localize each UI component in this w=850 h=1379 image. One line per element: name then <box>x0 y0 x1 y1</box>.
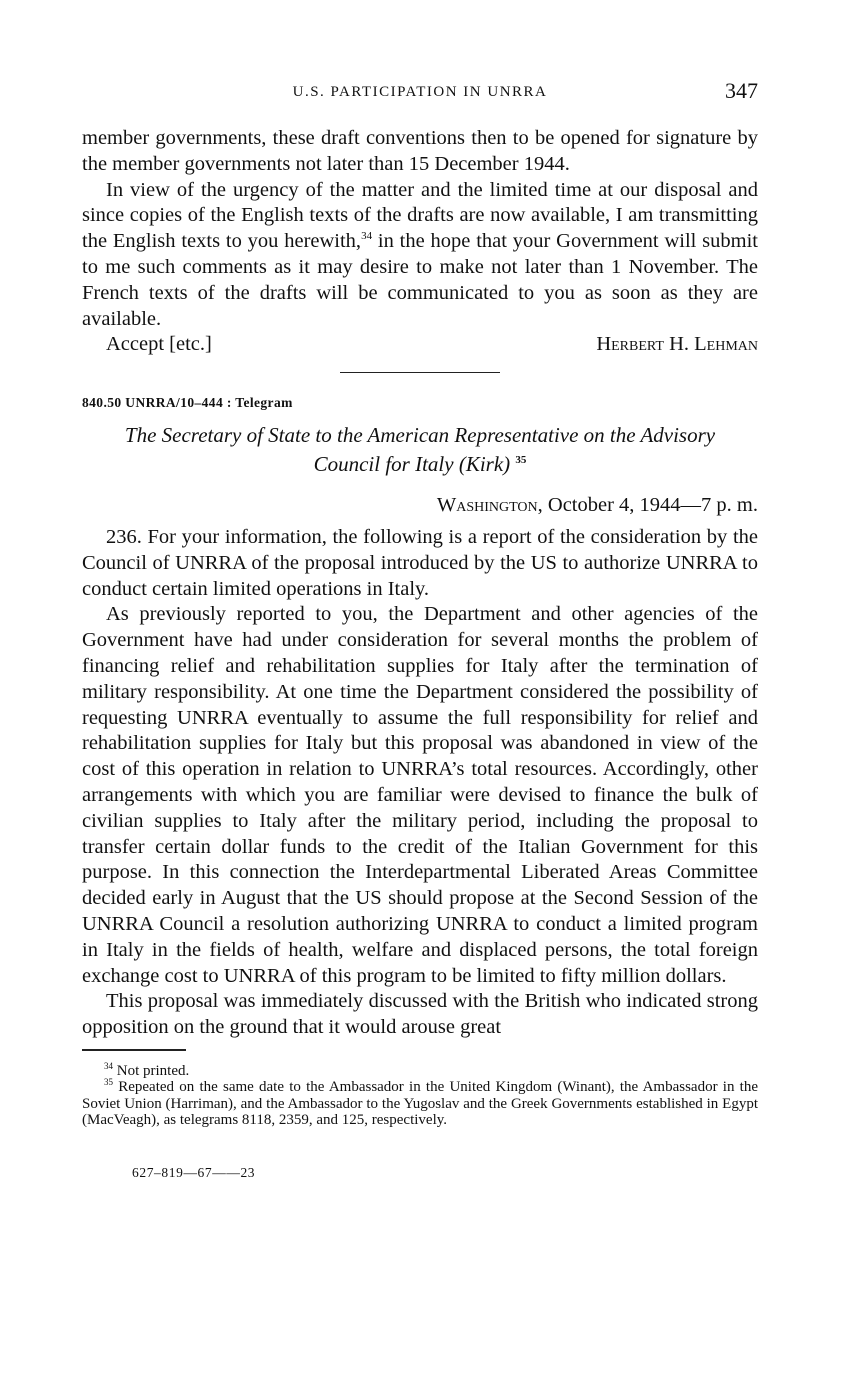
file-reference: 840.50 UNRRA/10–444 : Telegram <box>82 395 293 411</box>
closing-line <box>82 332 758 358</box>
document-title <box>82 423 758 477</box>
body-paragraph-3: This proposal was immediately discussed with the British who indicated strong opposition on the ground that it would arouse great <box>82 990 758 1039</box>
dateline-place: Washington <box>436 494 538 517</box>
dateline-date: , October 4, 1944—7 p. m. <box>537 494 758 517</box>
page-header <box>82 78 758 108</box>
body-paragraph-2: As previously reported to you, the Department and other agencies of the Government have had under consideration for several months the problem of financing relief and rehabilitation supplies for Italy after the termination of military responsibility. At one time the Department considered the possibility of requesting UNRRA eventually to assume the full responsibility for relief and rehabilitation supplies for Italy but this proposal was abandoned in view of the cost of this operation in relation to UNRRA’s total resources. Accordingly, other arrangements with which you are familiar were devised to finance the bulk of civilian supplies to Italy after the military period, including the proposal to transfer certain dollar funds to the credit of the Italian Government for this purpose. In this connection the Interdepartmental Liberated Areas Committee decided early in August that the US should propose at the Second Session of the UNRRA Council a resolution authorizing UNRRA to conduct a limited program in Italy in the fields of health, welfare and displaced persons, the total foreign exchange cost to UNRRA of this program to be limited to fifty million dollars. <box>82 603 758 987</box>
transmittal-text-a: In view of the urgency of the matter and the limited time at our disposal and since copies of the English texts of the drafts are now available, I am transmitting the English texts to you herewith, <box>82 178 758 253</box>
transmittal-paragraph <box>82 178 758 333</box>
continuation-paragraph: member governments, these draft conventions then to be opened for signature by the member governments not later than 15 December 1944. <box>82 127 758 175</box>
footnote-ref-34: 34 <box>361 230 373 243</box>
footnote-text: Repeated on the same date to the Ambassador in the United Kingdom (Winant), the Ambassador in the Soviet Union (Harriman), and the Ambassador to the Yugoslav and the Greek Governments established in Egypt (MacVeagh), as telegrams 8118, 2359, and 125, respectively. <box>82 1079 758 1129</box>
running-head: U.S. PARTICIPATION IN UNRRA <box>292 84 548 100</box>
dateline <box>82 493 758 519</box>
closing-formula: Accept [etc.] <box>106 333 212 356</box>
print-code: 627–819—67——23 <box>132 1164 256 1180</box>
transmittal-text-b: in the hope that your Government will submit to me such comments as it may desire to make not later than 1 November. The French texts of the drafts will be communicated to you as soon as they are available. <box>82 230 758 330</box>
footnote-mark: 35 <box>104 1077 113 1088</box>
signature: Herbert H. Lehman <box>596 333 758 356</box>
footnotes <box>82 1060 758 1129</box>
page-number: 347 <box>725 78 758 103</box>
section-divider <box>340 372 500 373</box>
document-page <box>82 78 758 1181</box>
footnote-mark: 34 <box>104 1060 113 1071</box>
footnote-ref-35: 35 <box>515 454 527 467</box>
footnote-34 <box>82 1060 758 1080</box>
footnote-35 <box>82 1079 758 1129</box>
body-paragraph-1: 236. For your information, the following is a report of the consideration by the Council of UNRRA of the proposal introduced by the US to authorize UNRRA to conduct certain limited operations in Italy. <box>82 525 758 600</box>
footnote-text: Not printed. <box>116 1062 190 1079</box>
document-title-text: The Secretary of State to the American Representative on the Advisory Council for Italy (Kirk) <box>124 423 716 477</box>
footnote-rule <box>82 1049 186 1051</box>
